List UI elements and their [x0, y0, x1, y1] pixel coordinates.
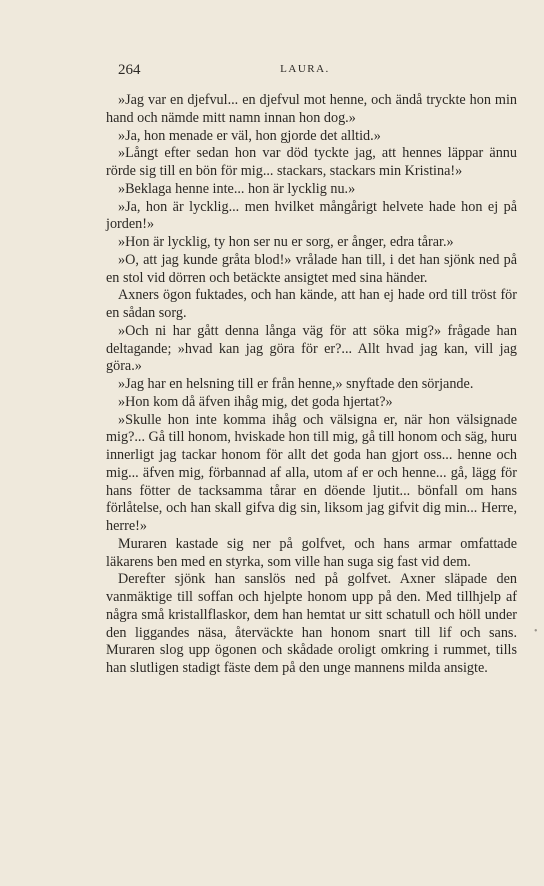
paragraph: Axners ögon fuktades, och han kände, att han ej hade ord till tröst för en sådan sorg.: [106, 287, 517, 321]
page-header: [118, 62, 492, 82]
paragraph: »Och ni har gått denna långa väg för att söka mig?» frågade han deltagande; »hvad kan jag göra för er?... Allt hvad jag kan, vill jag göra.»: [106, 322, 517, 375]
paragraph: »Långt efter sedan hon var död tyckte jag, att hennes läppar ännu rörde sig till en bön för mig... stackars, stackars min Kristina!»: [106, 145, 517, 179]
paragraph: »Hon är lycklig, ty hon ser nu er sorg, er ånger, edra tårar.»: [118, 234, 454, 250]
paragraph: »O, att jag kunde gråta blod!» vrålade han till, i det han sjönk ned på en stol vid dörren och betäckte ansigtet med sina händer.: [106, 251, 517, 286]
paragraph: »Jag har en helsning till er från henne,» snyftade den sörjande.: [118, 376, 474, 392]
paragraph: »Ja, hon menade er väl, hon gjorde det alltid.»: [118, 127, 381, 144]
running-head: LAURA.: [280, 63, 330, 75]
margin-speck-mark: •: [534, 626, 538, 637]
body-text: [106, 92, 517, 678]
page-number: 264: [118, 62, 141, 78]
paragraph: »Skulle hon inte komma ihåg och välsigna er, när hon välsignade mig?... Gå till honom, hviskade hon till mig, gå till honom och säg, huru innerligt jag tackar honom för allt det goda han gjort oss... henne och mig... äfven mig, förbannad af alla, utom af er och henne... gå, lägg för hans fötter de tacksamma tårar en döende ljutit... bönfall om hans förlåtelse, och han skall gifva dig sin, liksom jag gifvit dig min... Herre, herre!»: [106, 411, 518, 534]
paragraph: »Ja, hon är lycklig... men hvilket mångårigt helvete hade hon ej på jorden!»: [106, 198, 517, 233]
paragraph: »Beklaga henne inte... hon är lycklig nu.»: [118, 180, 356, 197]
paragraph: »Jag var en djefvul... en djefvul mot henne, och ändå tryckte hon min hand och nämde mitt namn innan hon dog.»: [106, 92, 517, 126]
paragraph: »Hon kom då äfven ihåg mig, det goda hjertat?»: [118, 393, 393, 410]
paragraph: Muraren kastade sig ner på golfvet, och hans armar omfattade läkarens ben med en styrka, som ville han suga sig fast vid dem.: [106, 535, 517, 570]
paragraph: Derefter sjönk han sanslös ned på golfvet. Axner släpade den vanmäktige till soffan och hjelpte honom upp på den. Med tillhjelp af några små kristallflaskor, dem han hemtat ur sitt schatull och höll under den liggandes näsa, återväckte han honom snart till lif och sans. Muraren slog upp ögonen och skådade oroligt omkring i rummet, tills han slutligen stadigt fäste dem på den unge mannens milda ansigte.: [106, 571, 517, 676]
